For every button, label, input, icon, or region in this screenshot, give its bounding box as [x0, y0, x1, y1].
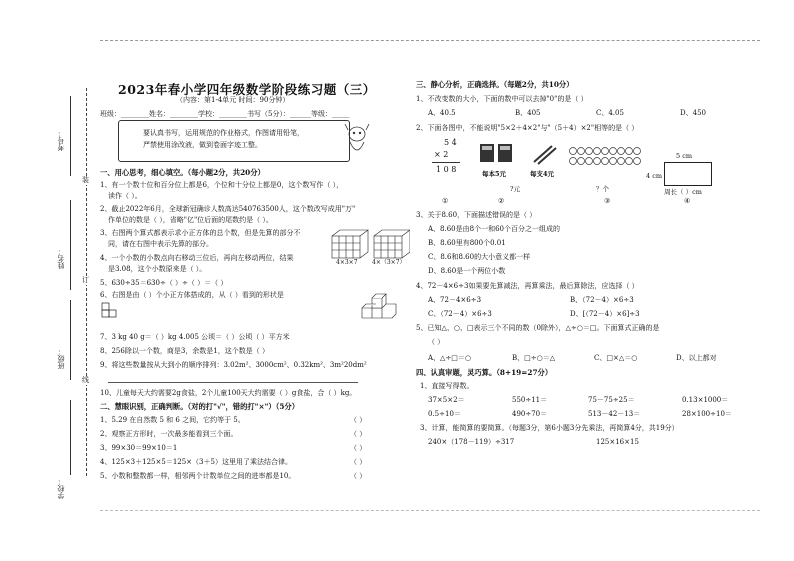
choice-q2: 2、下面各图中，不能说明"5×2＋4×2"与"（5＋4）×2"相等的是（ ）: [416, 124, 639, 132]
choice-q3-d: D、8.60是一个两位小数: [428, 267, 506, 275]
judge-item-1: 1、5.29 在自然数 5 和 6 之间，它约等于 5。: [100, 416, 245, 424]
choice-q5-c: C、□×△＝○: [594, 354, 638, 362]
pen-price-label: 每支4元: [530, 170, 555, 178]
vertical-calc-bottom: 1 0 8: [436, 165, 457, 174]
student-info-line: 班级：________姓名：________学校：________书写（5分）：______等级：_____: [100, 110, 350, 118]
choice-q4: 4、72－4×6÷3如果要先算减法，再算乘法，最后算除法，应选择（ ）: [416, 282, 639, 290]
judge-bracket-1[interactable]: （ ）: [350, 416, 367, 424]
shape-view-icon: [100, 302, 160, 322]
calc-r2-c1: 0.5÷10＝: [428, 410, 461, 418]
calc-r2-c3: 513－42－13＝: [588, 410, 641, 418]
perimeter-label: 周长（ ）cm: [664, 188, 702, 196]
sub-1-title: 1、直接写得数。: [420, 382, 474, 390]
binding-mark-ding: 订: [82, 276, 89, 284]
notice-line-2: 严禁使用涂改液，做到卷面字迹工整。: [143, 141, 262, 149]
panel-num-2: ②: [498, 197, 505, 205]
calc-r2-c4: 28×100÷10＝: [682, 410, 732, 418]
q2-line-2: 作单位的数是（ ），省略"亿"位后面的尾数约是（ ）。: [108, 216, 273, 224]
calc-r1-c3: 75－75÷25＝: [588, 396, 635, 404]
notice-line-1: 要认真书写，运用规范的作业格式，作图请用铅笔，: [143, 129, 304, 137]
book-price-label: 每本5元: [482, 170, 507, 178]
choice-q4-b: B、（72－4）×6÷3: [570, 296, 634, 304]
q7: 7、3 kg 40 g＝（ ）kg 4.005 公顷＝（ ）公顷（ ）平方米: [100, 333, 290, 341]
section-3-title: 三、静心分析，正确选择。（每题2分，共10分）: [416, 80, 574, 89]
choice-q1-c: C、4.05: [596, 109, 624, 117]
page-title: 2023年春小学四年级数学阶段练习题（三）: [118, 82, 376, 97]
q4-line-2: 是3.08，这个小数原来是（ ）。: [108, 265, 207, 273]
choice-q1-d: D、450: [680, 109, 706, 117]
sub-3-title: 3、计算，能简算的要简算。（每题3分，第6小题3分先乘法，再简算4分，共19分）: [420, 424, 679, 432]
choice-q5-a: A、△÷□＝○: [428, 354, 472, 362]
section-4-title: 四、认真审题，灵巧算。（8+19=27分）: [416, 368, 553, 377]
section-2-title: 二、慧眼识别，正确判断。（对的打"√"，错的打"×"）（5分）: [100, 402, 300, 411]
choice-q5-bracket[interactable]: （ ）: [428, 338, 445, 346]
q9-answer-line: [108, 382, 358, 383]
school-label: 学校：: [57, 478, 65, 499]
choice-q5-b: B、□÷○＝△: [512, 354, 556, 362]
judge-bracket-5[interactable]: （ ）: [350, 472, 367, 480]
calc-r1-c2: 550÷11＝: [512, 396, 548, 404]
q3-line-1: 3、右图两个算式都表示求小正方体的总个数，但是先算的部分不: [100, 229, 301, 237]
judge-item-4: 4、125×3＋125×5＝125×（3＋5）这里用了乘法结合律。: [100, 458, 292, 466]
q2-line-1: 2、截止2022年6月，全球新冠确诊人数高达540763500人，这个数改写成用"万": [100, 205, 356, 213]
count-question-label: ？个: [596, 185, 609, 193]
choice-q1-b: B、405: [515, 109, 541, 117]
expr-2: 125×16×15: [596, 438, 639, 446]
formula-1: 4×3×7: [336, 259, 358, 266]
subtitle: （内容：第1-4单元 时间：90分钟）: [176, 96, 290, 104]
cartoon-icon: [342, 122, 372, 160]
expr-1: 240×（178－119）÷317: [428, 438, 515, 446]
panel-num-4: ④: [684, 197, 691, 205]
notice-scroll: [118, 120, 350, 162]
pen-icon: [530, 142, 560, 166]
choice-q4-a: A、72－4×6÷3: [428, 296, 482, 304]
q1-line-1: 1、有一个数十位和百分位上都是6，个位和十分位上都是0，这个数写作（ ），: [100, 181, 344, 189]
choice-q5: 5、已知△、○、□表示三个不同的数（0除外），△÷○＝□。下面算式正确的是: [416, 324, 660, 332]
panel-num-1: ①: [442, 197, 449, 205]
dim-5cm: 5 cm: [676, 152, 693, 160]
student-name-label: 姓名：: [57, 248, 65, 269]
q4-line-1: 4、一个小数的小数点向右移动三位后，再向左移动两位，结果: [100, 254, 294, 262]
q9: 9、将这些数量按从大到小的顺序排列：3.02m²、3000cm²、0.32km²、3m²20dm²: [100, 361, 367, 369]
calc-r1-c1: 37×5×2＝: [428, 396, 465, 404]
class-label: 班级：: [57, 348, 65, 369]
judge-bracket-2[interactable]: （ ）: [350, 430, 367, 438]
unknown-price-label: ?元: [510, 185, 520, 193]
vertical-calc-mid: × 2: [434, 150, 449, 159]
judge-bracket-3[interactable]: （ ）: [350, 444, 367, 452]
q8: 8、256除以一个数，商是3，余数是1，这个数是（ ）: [100, 347, 269, 355]
choice-q3: 3、关于8.60，下面描述错误的是（ ）: [416, 211, 537, 219]
judge-item-2: 2、观察正方形时，一次最多能看到三个面。: [100, 430, 238, 438]
binding-mark-xian: 线: [82, 376, 89, 384]
vertical-calc-top: 5 4: [444, 138, 457, 147]
dim-4cm: 4 cm: [646, 172, 663, 180]
q3-line-2: 同，请在右图中表示先算的部分。: [108, 240, 213, 248]
exam-number-label: 考号：: [57, 130, 65, 151]
choice-q1-a: A、40.5: [428, 109, 456, 117]
choice-q4-c: C、（72－4）×6÷3: [428, 310, 492, 318]
choice-q1: 1、不改变数的大小，下面的数中可以去掉"0"的是（ ）: [416, 95, 588, 103]
q6: 6、右图是由（ ）个小正方体搭成的，从（ ）看到的形状是: [100, 291, 284, 299]
judge-item-5: 5、小数和整数都一样，相邻两个计数单位之间的进率都是10。: [100, 472, 296, 480]
q10: 10、儿童每天大约需要2g食盐，2个儿童100天大约需要（ ）g食盐，合（ ）kg。: [100, 389, 357, 397]
calc-r2-c2: 490÷70＝: [512, 410, 548, 418]
panel-num-3: ③: [604, 197, 611, 205]
judge-bracket-4[interactable]: （ ）: [350, 458, 367, 466]
binding-mark-zhuang: 装: [82, 176, 89, 184]
section-1-title: 一、用心思考，细心填空。（每小题2分，共20分）: [100, 168, 265, 177]
calc-r1-c4: 0.13×1000＝: [682, 396, 729, 404]
choice-q3-b: B、8.60里有800个0.01: [428, 239, 506, 247]
choice-q5-d: D、以上都对: [676, 354, 717, 362]
choice-q3-c: C、8.6和8.60的大小意义都一样: [428, 253, 531, 261]
rectangle-shape: [664, 162, 712, 186]
stacked-cubes-icon: [360, 292, 400, 326]
formula-2: 4×（3×7）: [372, 259, 406, 266]
calculator-icon: [478, 142, 518, 166]
circle-grid-icon: [568, 146, 642, 168]
choice-q3-a: A、8.60是由8个一和60个百分之一组成的: [428, 225, 561, 233]
q5: 5、630÷35＝630÷（ ）÷（ ）＝（ ）: [100, 279, 228, 287]
judge-item-3: 3、99×30＝99×10＝1: [100, 444, 178, 452]
choice-q4-d: D、[（72－4）×6]÷3: [570, 310, 640, 318]
q1-line-2: 读作（ ）。: [108, 192, 142, 200]
